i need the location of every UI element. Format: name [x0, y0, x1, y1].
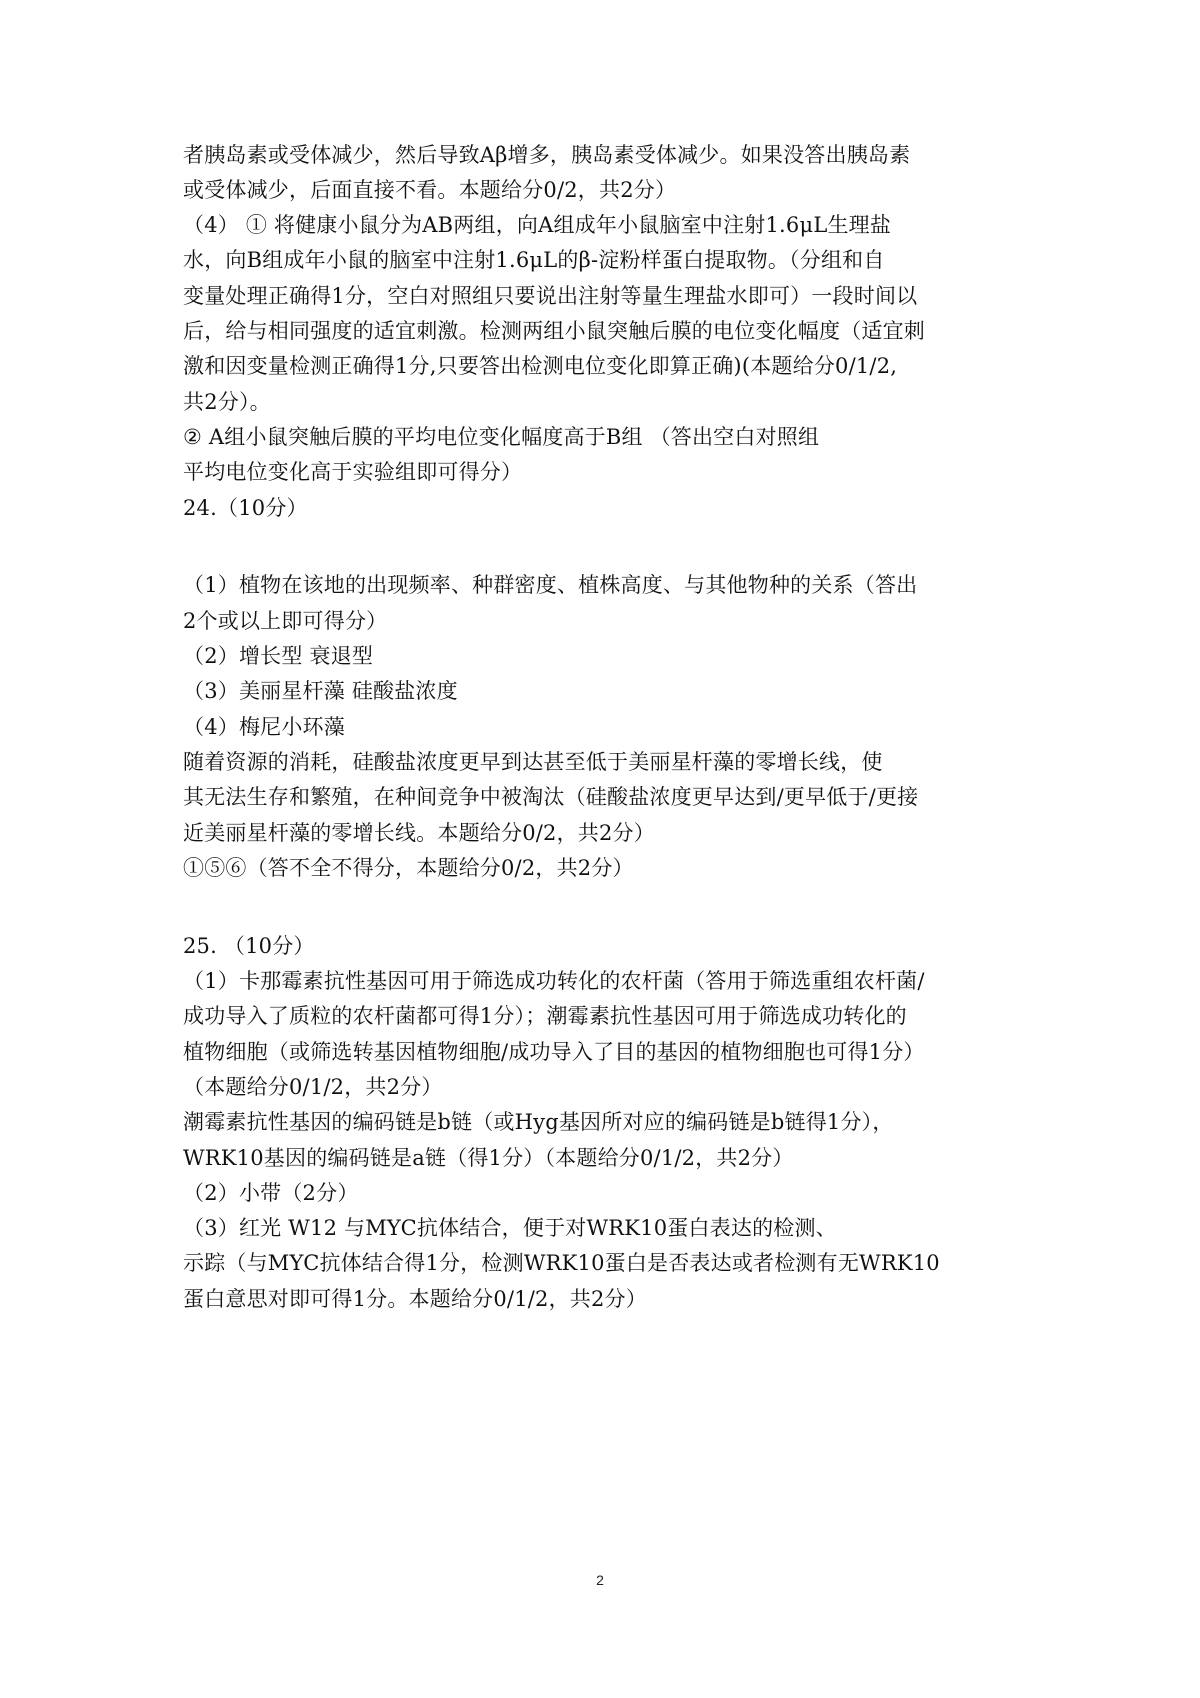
text-line: 成功导入了质粒的农杆菌都可得1分）；潮霉素抗性基因可用于筛选成功转化的: [183, 1004, 907, 1028]
text-line: WRK10基因的编码链是a链（得1分）（本题给分0/1/2，共2分）: [183, 1146, 794, 1170]
section-heading: 25. （10分）: [183, 934, 315, 958]
text-line: 随着资源的消耗，硅酸盐浓度更早到达甚至低于美丽星杆藻的零增长线，使: [183, 750, 883, 774]
text-line: 水，向B组成年小鼠的脑室中注射1.6μL的β-淀粉样蛋白提取物。（分组和自: [183, 248, 885, 272]
text-line: （4） ① 将健康小鼠分为AB两组，向A组成年小鼠脑室中注射1.6μL生理盐: [183, 213, 892, 237]
text-line: （2）增长型 衰退型: [183, 644, 374, 668]
text-line: ①⑤⑥（答不全不得分，本题给分0/2，共2分）: [183, 856, 634, 880]
text-line: 激和因变量检测正确得1分,只要答出检测电位变化即算正确)(本题给分0/1/2,: [183, 354, 898, 378]
text-line: 2个或以上即可得分）: [183, 609, 388, 633]
text-line: 蛋白意思对即可得1分。本题给分0/1/2，共2分）: [183, 1287, 647, 1311]
section-heading: 24.（10分）: [183, 496, 308, 520]
text-line: 平均电位变化高于实验组即可得分）: [183, 460, 523, 484]
text-line: 或受体减少，后面直接不看。本题给分0/2，共2分）: [183, 178, 677, 202]
text-line: （1）植物在该地的出现频率、种群密度、植株高度、与其他物种的关系（答出: [183, 573, 918, 597]
text-line: 潮霉素抗性基因的编码链是b链（或Hyg基因所对应的编码链是b链得1分），: [183, 1110, 894, 1134]
text-line: 其无法生存和繁殖，在种间竞争中被淘汰（硅酸盐浓度更早达到/更早低于/更接: [183, 785, 919, 809]
text-line: （2）小带（2分）: [183, 1181, 359, 1205]
text-line: 变量处理正确得1分，空白对照组只要说出注射等量生理盐水即可）一段时间以: [183, 284, 918, 308]
text-line: （1）卡那霉素抗性基因可用于筛选成功转化的农杆菌（答用于筛选重组农杆菌/: [183, 969, 925, 993]
page-number: 2: [596, 1572, 604, 1588]
text-line: ② A组小鼠突触后膜的平均电位变化幅度高于B组 （答出空白对照组: [183, 425, 820, 449]
text-line: 示踪（与MYC抗体结合得1分，检测WRK10蛋白是否表达或者检测有无WRK10: [183, 1251, 940, 1275]
text-line: 共2分）。: [183, 390, 271, 414]
text-line: （3）红光 W12 与MYC抗体结合，便于对WRK10蛋白表达的检测、: [183, 1216, 837, 1240]
text-line: 后，给与相同强度的适宜刺激。检测两组小鼠突触后膜的电位变化幅度（适宜刺: [183, 319, 925, 343]
text-line: 者胰岛素或受体减少，然后导致Aβ增多，胰岛素受体减少。如果没答出胰岛素: [183, 143, 911, 167]
text-line: （3）美丽星杆藻 硅酸盐浓度: [183, 679, 458, 703]
text-line: （本题给分0/1/2，共2分）: [183, 1075, 443, 1099]
text-line: 近美丽星杆藻的零增长线。本题给分0/2，共2分）: [183, 821, 655, 845]
text-line: （4）梅尼小环藻: [183, 715, 345, 739]
text-line: 植物细胞（或筛选转基因植物细胞/成功导入了目的基因的植物细胞也可得1分）: [183, 1040, 925, 1064]
